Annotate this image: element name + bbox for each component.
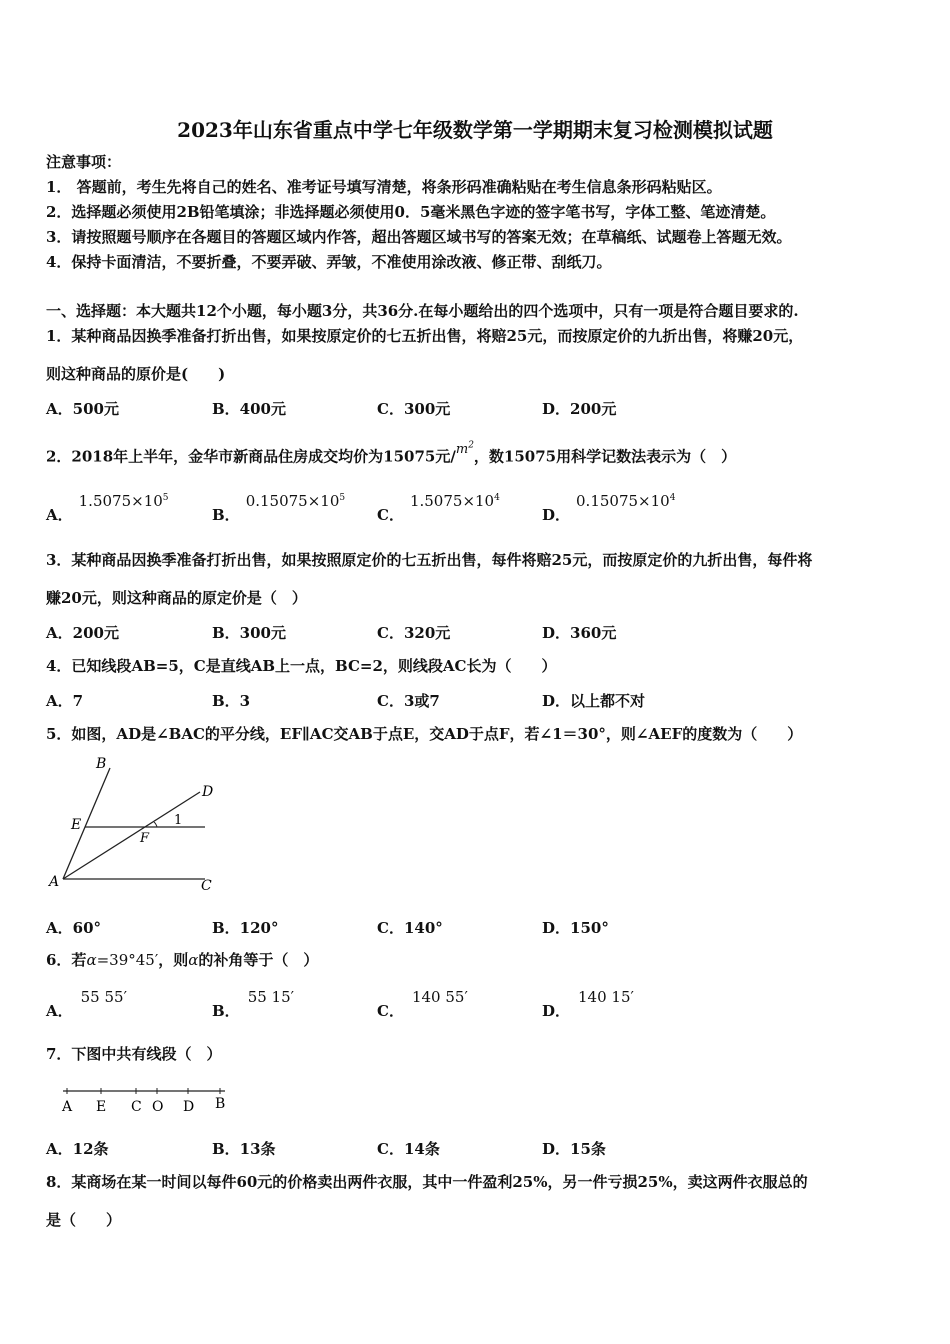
- label-e: E: [71, 817, 82, 833]
- notice-heading: 注意事项：: [46, 153, 122, 171]
- section-heading: 一、选择题：本大题共12个小题，每小题3分，共36分.在每小题给出的四个选项中，只有一项是符合题目要求的.: [46, 302, 799, 320]
- notice-item-2: 2．选择题必须使用2B铅笔填涂；非选择题必须使用0．5毫米黑色字迹的签字笔书写，字体工整、笔迹清楚。: [46, 203, 776, 221]
- question-8-line-1: 8．某商场在某一时间以每件60元的价格卖出两件衣服，其中一件盈利25%，另一件亏损25%，卖这两件衣服总的: [46, 1173, 808, 1191]
- question-3-line-1: 3．某种商品因换季准备打折出售，如果按照原定价的七五折出售，每件将赔25元，而按原定价的九折出售，每件将: [46, 551, 813, 569]
- q6-option-c: C．140 55′: [377, 988, 468, 1020]
- notice-item-1: 1． 答题前，考生先将自己的姓名、准考证号填写清楚，将条形码准确粘贴在考生信息条形码粘贴区。: [46, 178, 722, 196]
- q7-option-d: D．15条: [542, 1140, 606, 1158]
- q5-option-a: A．60°: [46, 919, 102, 937]
- question-3-line-2: 赚20元，则这种商品的原定价是（ ）: [46, 589, 307, 607]
- q7-option-b: B．13条: [212, 1140, 276, 1158]
- q2-text-after: ，数15075用科学记数法表示为（ ）: [473, 447, 737, 466]
- label-f: F: [140, 831, 150, 846]
- page-title: 2023年山东省重点中学七年级数学第一学期期末复习检测模拟试题: [177, 118, 773, 142]
- q4-option-a: A．7: [46, 692, 84, 710]
- q2-option-c: C．$1.5075\times 10^4$: [377, 492, 500, 524]
- q4-option-b: B．3: [212, 692, 251, 710]
- question-7: 7．下图中共有线段（ ）: [46, 1045, 222, 1063]
- q6-option-b: B．55 15′: [212, 988, 295, 1020]
- question-1-line-1: 1．某种商品因换季准备打折出售，如果按原定价的七五折出售，将赔25元，而按原定价的九折出售，将赚20元，: [46, 327, 804, 345]
- label-a: A: [49, 874, 60, 890]
- q6-alpha: α: [86, 951, 97, 969]
- label-angle-1: 1: [174, 813, 183, 828]
- q2-unit: $m^2$: [455, 441, 474, 458]
- q2-option-d: D．$0.15075\times 10^4$: [542, 492, 676, 524]
- q7-option-a: A．12条: [46, 1140, 109, 1158]
- question-8-line-2: 是（ ）: [46, 1211, 122, 1229]
- seg-label-o: O: [152, 1099, 164, 1115]
- question-4: 4．已知线段AB=5，C是直线AB上一点，BC=2，则线段AC长为（ ）: [46, 657, 557, 675]
- q6-option-a: A．55 55′: [46, 988, 127, 1020]
- q3-option-d: D．360元: [542, 624, 617, 642]
- q5-option-b: B．120°: [212, 919, 279, 937]
- question-1-line-2: 则这种商品的原价是( ): [46, 365, 226, 383]
- q1-option-b: B．400元: [212, 400, 286, 418]
- q1-option-c: C．300元: [377, 400, 451, 418]
- q1-option-a: A．500元: [46, 400, 119, 418]
- seg-label-a: A: [62, 1099, 73, 1115]
- q5-geometry-figure: [40, 752, 230, 900]
- angle-1-arc: [154, 822, 157, 827]
- q5-option-d: D．150°: [542, 919, 609, 937]
- label-c: C: [201, 878, 212, 894]
- label-d: D: [202, 784, 214, 800]
- seg-label-b: B: [215, 1096, 226, 1112]
- q3-option-b: B．300元: [212, 624, 286, 642]
- q2-option-a: A．$1.5075\times 10^5$: [46, 492, 169, 524]
- q4-option-c: C．3或7: [377, 692, 440, 710]
- question-2: [46, 441, 737, 468]
- question-5: 5．如图，AD是∠BAC的平分线，EF∥AC交AB于点E，交AD于点F，若∠1＝30°，则∠AEF的度数为（ ）: [46, 725, 803, 743]
- seg-label-e: E: [96, 1099, 107, 1115]
- notice-item-3: 3．请按照题号顺序在各题目的答题区域内作答，超出答题区域书写的答案无效；在草稿纸、试题卷上答题无效。: [46, 228, 792, 246]
- question-6: 6．若α=39°45′，则α的补角等于（ ）: [46, 951, 319, 969]
- notice-item-4: 4．保持卡面清洁，不要折叠，不要弄破、弄皱，不准使用涂改液、修正带、刮纸刀。: [46, 253, 612, 271]
- q7-option-c: C．14条: [377, 1140, 440, 1158]
- seg-label-d: D: [183, 1099, 195, 1115]
- seg-label-c: C: [131, 1099, 142, 1115]
- line-ad: [63, 792, 200, 879]
- q7-segment-figure: [55, 1082, 235, 1118]
- q6-value: =39°45′: [96, 951, 159, 969]
- q4-option-d: D．以上都不对: [542, 692, 646, 710]
- q6-option-d: D．140 15′: [542, 988, 634, 1020]
- q5-option-c: C．140°: [377, 919, 443, 937]
- q2-text-before: 2．2018年上半年，金华市新商品住房成交均价为15075元/: [46, 447, 456, 466]
- q3-option-a: A．200元: [46, 624, 119, 642]
- q3-option-c: C．320元: [377, 624, 451, 642]
- q2-option-b: B．$0.15075\times 10^5$: [212, 492, 346, 524]
- q1-option-d: D．200元: [542, 400, 617, 418]
- label-b: B: [96, 756, 107, 772]
